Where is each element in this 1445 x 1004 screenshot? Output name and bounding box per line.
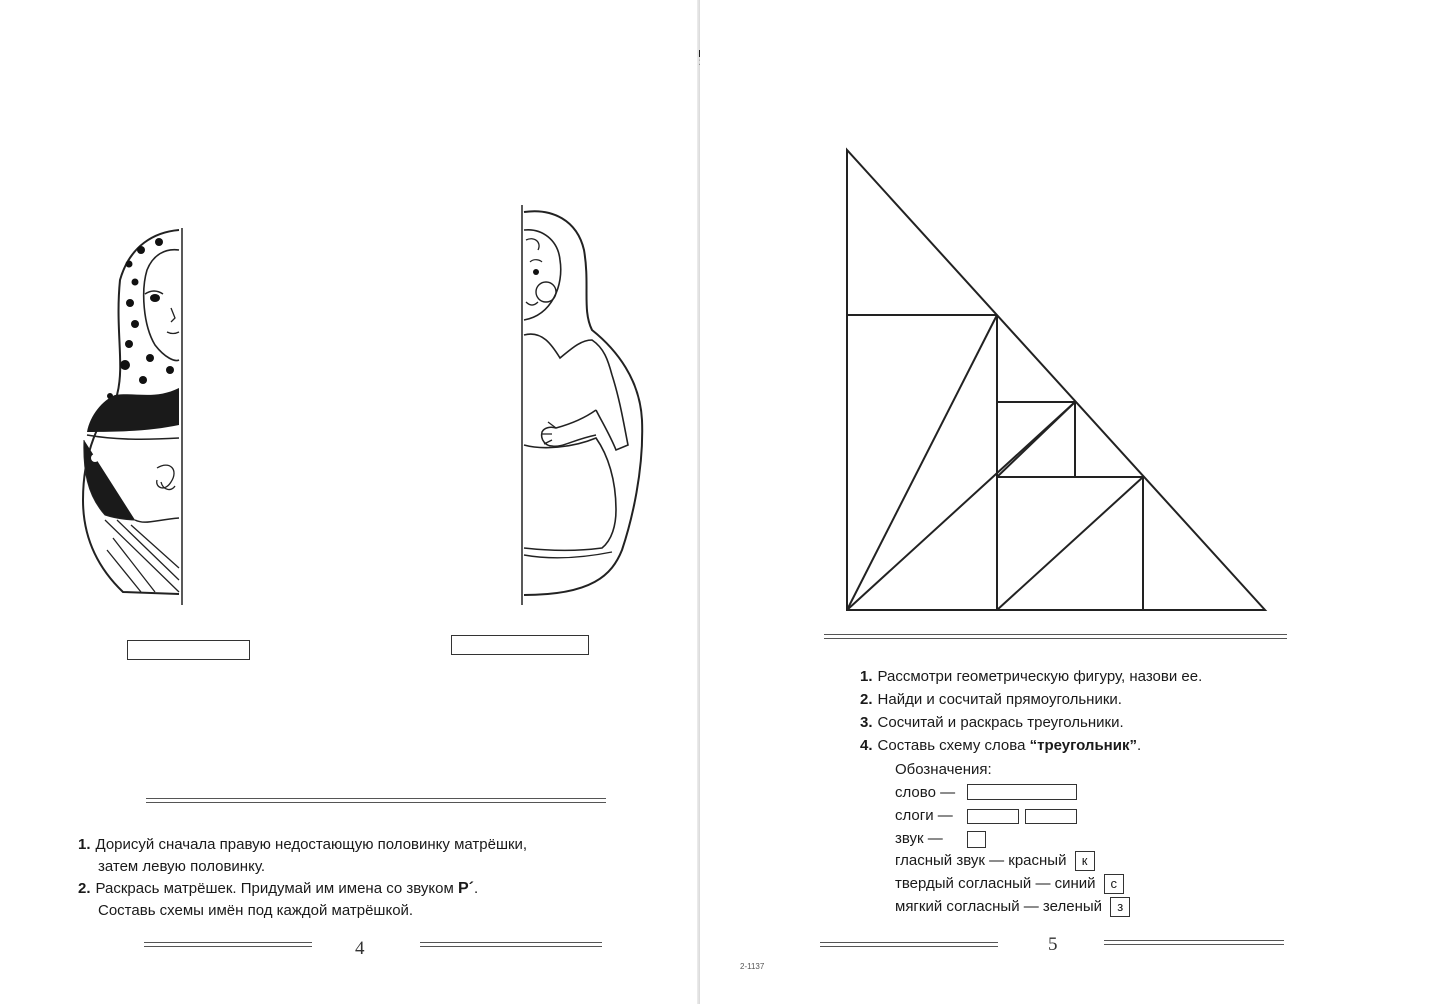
legend-soft-label: мягкий согласный — зеленый bbox=[895, 898, 1103, 915]
legend-sound bbox=[895, 828, 943, 850]
task-number: 2. bbox=[78, 880, 91, 897]
print-code: 2-1137 bbox=[740, 962, 765, 971]
matryoshka-left-half-drawing bbox=[75, 220, 200, 610]
vowel-letter-box: к bbox=[1075, 851, 1095, 871]
legend-word bbox=[895, 782, 955, 804]
task-text: Дорисуй сначала правую недостающую половинку матрёшки, bbox=[95, 836, 528, 853]
task-2 bbox=[78, 878, 478, 922]
task-number: 4. bbox=[860, 737, 873, 754]
diagonal-1 bbox=[847, 315, 997, 610]
task-3 bbox=[860, 712, 1124, 734]
legend-soft-consonant bbox=[895, 896, 1130, 918]
word-scheme-box bbox=[967, 784, 1077, 800]
task-text-continued: Составь схемы имён под каждой матрёшкой. bbox=[98, 902, 414, 919]
task-1 bbox=[78, 834, 527, 878]
task-text: Составь схему слова bbox=[877, 737, 1030, 754]
footer-line-right bbox=[1104, 940, 1284, 945]
separator-line bbox=[824, 634, 1287, 639]
legend-word-label: слово — bbox=[895, 784, 956, 801]
task-text-continued: затем левую половинку. bbox=[98, 858, 265, 875]
diagonal-2 bbox=[847, 402, 1075, 610]
task-text: Рассмотри геометрическую фигуру, назови ее. bbox=[877, 668, 1203, 685]
syllable-box-2 bbox=[1025, 809, 1077, 824]
task-number: 2. bbox=[860, 691, 873, 708]
footer-line-right bbox=[420, 942, 602, 947]
legend-vowel bbox=[895, 850, 1095, 872]
legend-sound-label: звук — bbox=[895, 830, 943, 847]
name-scheme-box-right[interactable] bbox=[451, 635, 589, 655]
task-number: 1. bbox=[860, 668, 873, 685]
geometric-triangle-figure[interactable] bbox=[840, 145, 1270, 617]
footer-line-left bbox=[820, 942, 998, 947]
separator-line bbox=[146, 798, 606, 803]
page-number: 4 bbox=[355, 938, 365, 959]
legend-hard-consonant bbox=[895, 873, 1124, 895]
page-number: 5 bbox=[1048, 934, 1058, 955]
task-text: Найди и сосчитай прямоугольники. bbox=[877, 691, 1122, 708]
task-text: Раскрась матрёшек. Придумай им имена со звуком bbox=[95, 880, 454, 897]
sound-symbol: Р´ bbox=[457, 880, 474, 897]
task-number: 3. bbox=[860, 714, 873, 731]
legend-hard-label: твердый согласный — синий bbox=[895, 875, 1096, 892]
syllable-box-1 bbox=[967, 809, 1019, 824]
left-page bbox=[0, 0, 700, 1004]
right-page bbox=[700, 0, 1445, 1004]
legend-title: Обозначения: bbox=[895, 761, 992, 778]
task-1 bbox=[860, 666, 1202, 688]
legend-syllables-label: слоги — bbox=[895, 807, 953, 824]
task-text-end: . bbox=[1136, 737, 1142, 754]
soft-letter-box: з bbox=[1110, 897, 1130, 917]
name-scheme-box-left[interactable] bbox=[127, 640, 250, 660]
footer-line-left bbox=[144, 942, 312, 947]
legend-vowel-label: гласный звук — красный bbox=[895, 852, 1067, 869]
highlighted-word: “треугольник” bbox=[1029, 737, 1137, 754]
outer-triangle bbox=[847, 150, 1265, 610]
hard-letter-box: с bbox=[1104, 874, 1124, 894]
matryoshka-right-half-drawing bbox=[512, 200, 657, 610]
task-text-end: . bbox=[473, 880, 479, 897]
task-number: 1. bbox=[78, 836, 91, 853]
legend-syllables bbox=[895, 805, 953, 827]
task-text: Сосчитай и раскрась треугольники. bbox=[877, 714, 1124, 731]
sound-box bbox=[967, 831, 986, 848]
task-4 bbox=[860, 735, 1141, 757]
task-2 bbox=[860, 689, 1122, 711]
